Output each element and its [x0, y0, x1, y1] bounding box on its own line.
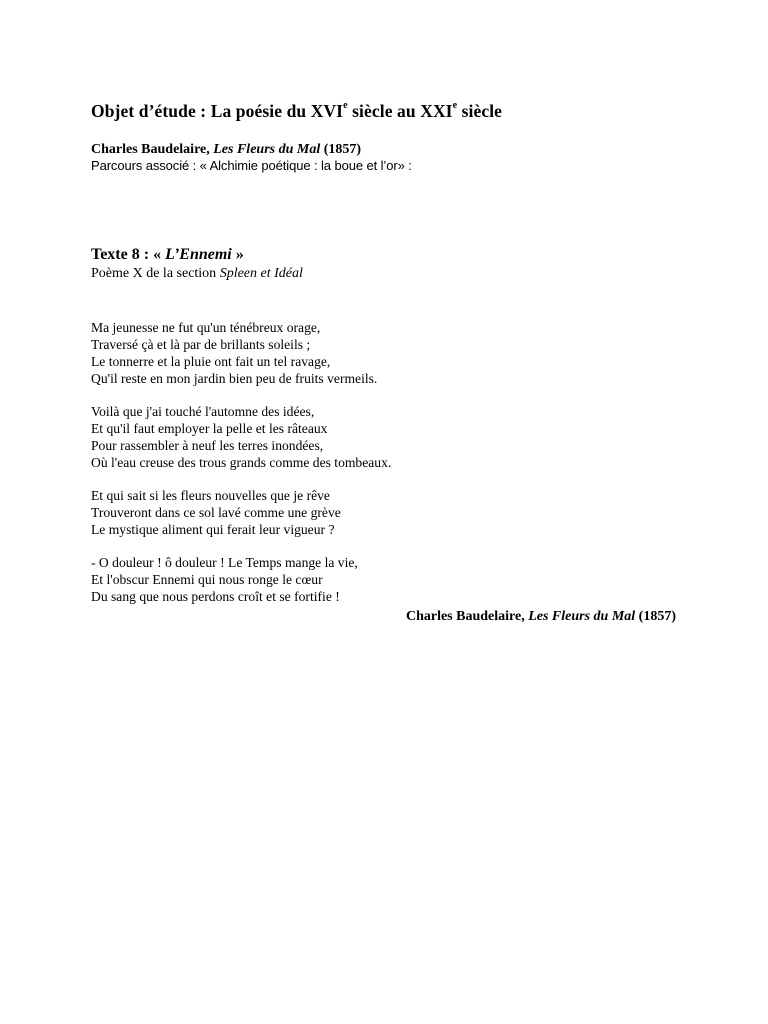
texte-title-suffix: »	[231, 246, 244, 263]
verse: Du sang que nous perdons croît et se fortifie !	[91, 589, 340, 604]
stanza-1	[91, 319, 391, 387]
objet-superscript-1: e	[343, 100, 348, 111]
texte-subtitle	[91, 266, 303, 282]
texte-title-prefix: Texte 8 : «	[91, 246, 166, 263]
objet-superscript-2: e	[452, 100, 458, 111]
verse: Voilà que j'ai touché l'automne des idées,	[91, 404, 315, 419]
texte-title-work: L’Ennemi	[165, 246, 232, 263]
texte-sub-section: Spleen et Idéal	[219, 266, 303, 281]
texte-sub-prefix: Poème X de la section	[91, 266, 220, 281]
objet-etude-heading	[91, 101, 502, 122]
verse: Qu'il reste en mon jardin bien peu de fruits vermeils.	[91, 371, 378, 386]
work-title: Les Fleurs du Mal	[213, 142, 321, 157]
poem	[91, 319, 391, 621]
verse: Traversé çà et là par de brillants soleils ;	[91, 337, 311, 352]
signature-year: (1857)	[635, 609, 676, 624]
objet-middle: siècle au XXI	[347, 101, 453, 121]
verse: Et qu'il faut employer la pelle et les râteaux	[91, 421, 328, 436]
parcours-associe: Parcours associé : « Alchimie poétique : la boue et l’or» :	[91, 158, 412, 173]
work-year: (1857)	[320, 142, 362, 157]
texte-title	[91, 246, 244, 264]
verse: Et l'obscur Ennemi qui nous ronge le cœur	[91, 572, 323, 587]
stanza-2	[91, 403, 391, 471]
signature-line	[376, 609, 676, 625]
stanza-4	[91, 554, 391, 605]
signature-work: Les Fleurs du Mal	[528, 609, 636, 624]
verse: Ma jeunesse ne fut qu'un ténébreux orage,	[91, 320, 321, 335]
verse: Pour rassembler à neuf les terres inondées,	[91, 438, 324, 453]
verse: Trouveront dans ce sol lavé comme une grève	[91, 505, 341, 520]
verse: Le mystique aliment qui ferait leur vigueur ?	[91, 522, 335, 537]
author-name: Charles Baudelaire,	[91, 142, 214, 157]
author-work-line	[91, 142, 361, 158]
stanza-3	[91, 487, 391, 538]
objet-prefix: Objet d’étude : La poésie du XVI	[91, 101, 344, 121]
verse: Le tonnerre et la pluie ont fait un tel ravage,	[91, 354, 331, 369]
signature-author: Charles Baudelaire,	[405, 609, 529, 624]
verse: Et qui sait si les fleurs nouvelles que je rêve	[91, 488, 330, 503]
verse: Où l'eau creuse des trous grands comme des tombeaux.	[91, 455, 392, 470]
verse: - O douleur ! ô douleur ! Le Temps mange la vie,	[91, 555, 358, 570]
objet-suffix: siècle	[457, 101, 503, 121]
